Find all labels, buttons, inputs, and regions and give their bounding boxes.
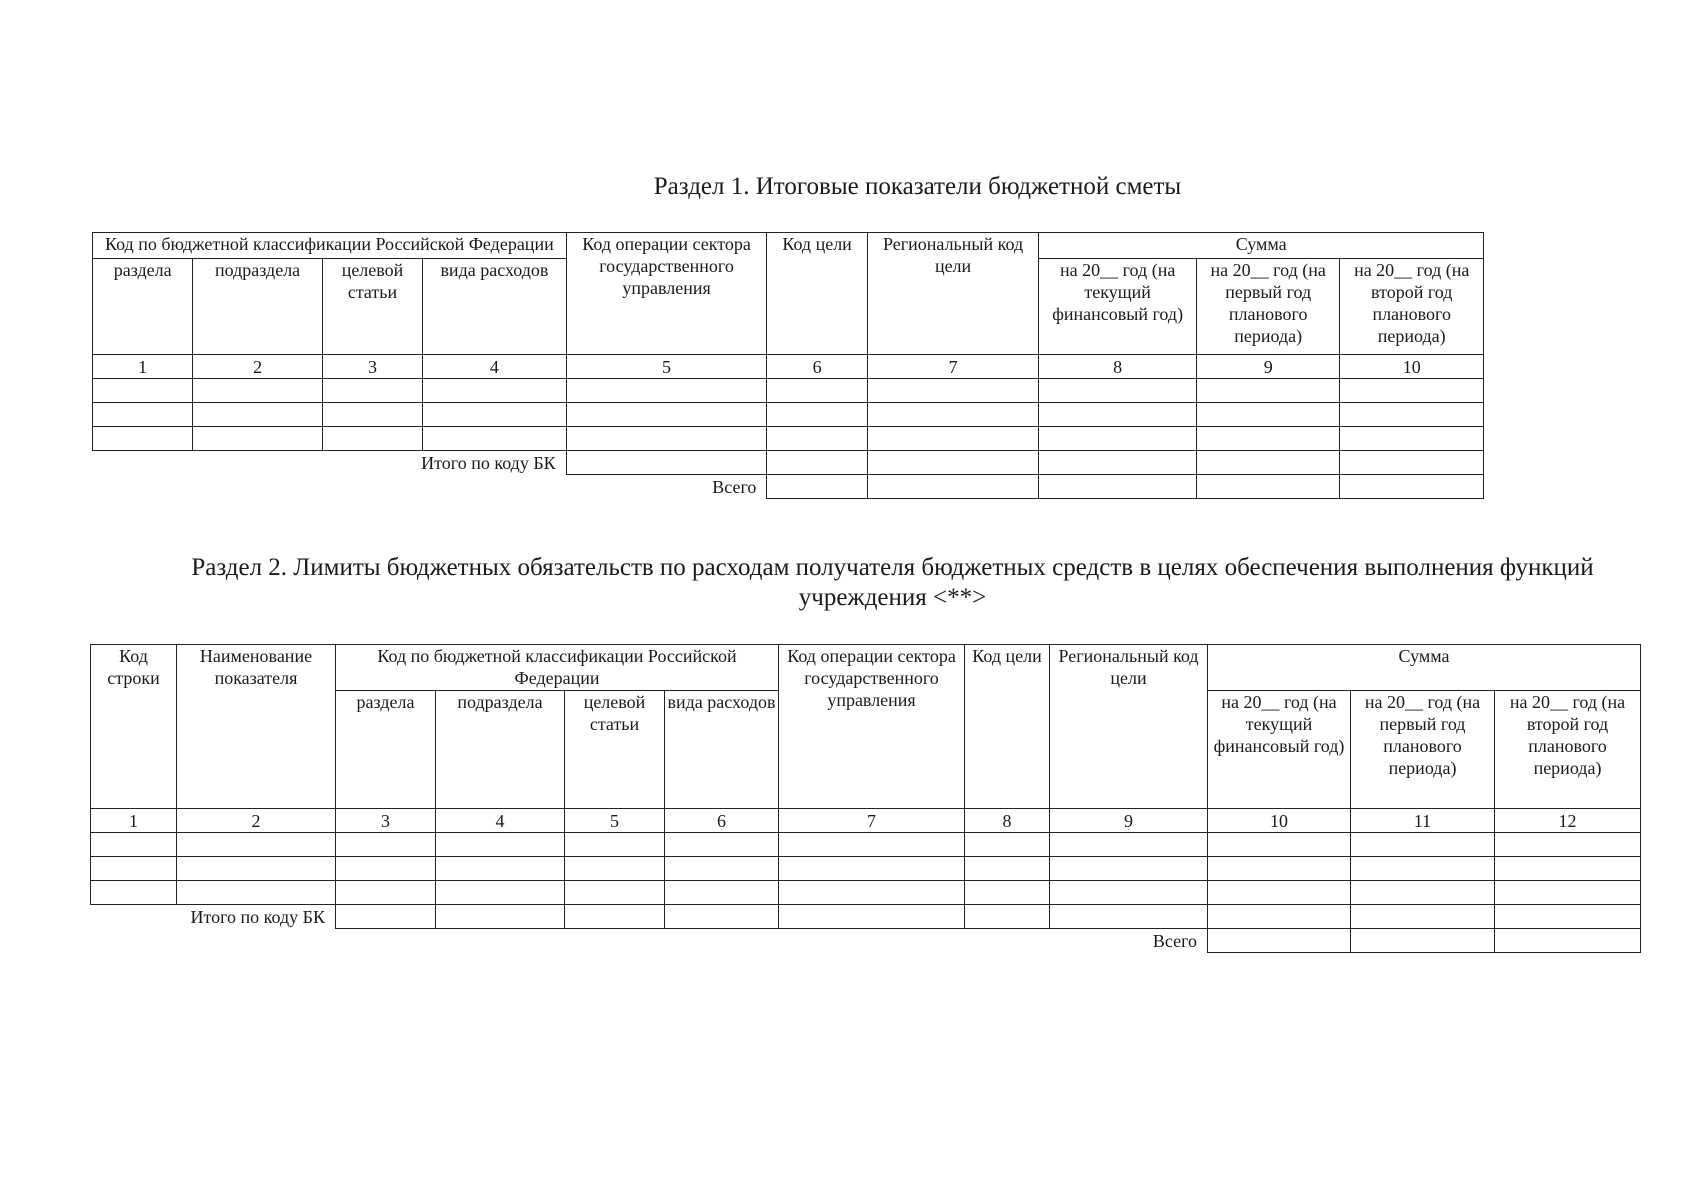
header-year3: на 20__ год (на второй год планового периода) [1340, 259, 1484, 355]
empty-cell[interactable] [193, 427, 322, 451]
col-number: 6 [767, 355, 867, 379]
vsego-label: Всего [1152, 930, 1198, 951]
header-naim: Наименование показателя [177, 645, 336, 809]
empty-cell[interactable] [1351, 881, 1495, 905]
col-number: 12 [1495, 809, 1641, 833]
header-reg-kod: Региональный код цели [867, 233, 1039, 355]
header-year2: на 20__ год (на первый год планового периода) [1196, 259, 1340, 355]
header-vid: вида расходов [423, 259, 567, 355]
column-numbers-row [93, 355, 1484, 379]
empty-cell[interactable] [1208, 929, 1351, 953]
table-row [93, 379, 1484, 403]
itogo-label: Итого по коду БК [190, 906, 325, 927]
empty-cell[interactable] [779, 857, 965, 881]
section1-title: Раздел 1. Итоговые показатели бюджетной сметы [653, 173, 1182, 200]
col-number: 7 [867, 355, 1039, 379]
empty-cell[interactable] [1208, 881, 1351, 905]
col-number: 5 [566, 355, 767, 379]
header-kod-stroki: Код строки [91, 645, 177, 809]
header-kosgu: Код операции сектора государственного управления [566, 233, 767, 355]
empty-cell[interactable] [965, 833, 1050, 857]
empty-cell[interactable] [436, 881, 565, 905]
empty-cell[interactable] [193, 379, 322, 403]
col-number: 9 [1196, 355, 1340, 379]
empty-cell[interactable] [565, 857, 665, 881]
empty-cell[interactable] [91, 857, 177, 881]
empty-cell[interactable] [91, 881, 177, 905]
empty-cell[interactable] [1495, 905, 1641, 929]
table-row [91, 881, 1641, 905]
col-number: 1 [91, 809, 177, 833]
header-summa: Сумма [1208, 645, 1641, 691]
empty-cell[interactable] [1351, 833, 1495, 857]
empty-cell[interactable] [867, 475, 1039, 499]
col-number: 4 [423, 355, 567, 379]
empty-cell[interactable] [1495, 929, 1641, 953]
empty-cell[interactable] [867, 379, 1039, 403]
header-celevoy: целевой статьи [322, 259, 422, 355]
col-number: 10 [1340, 355, 1484, 379]
col-number: 2 [193, 355, 322, 379]
empty-cell[interactable] [1340, 379, 1484, 403]
col-number: 2 [177, 809, 336, 833]
header-bk-group: Код по бюджетной классификации Российской Федерации [336, 645, 779, 691]
empty-cell[interactable] [1039, 451, 1197, 475]
empty-cell[interactable] [767, 427, 867, 451]
header-vid: вида расходов [665, 691, 779, 809]
empty-cell[interactable] [1050, 857, 1208, 881]
table-row [93, 403, 1484, 427]
header-year1: на 20__ год (на текущий финансовый год) [1208, 691, 1351, 809]
header-razdel: раздела [93, 259, 193, 355]
empty-cell[interactable] [1351, 857, 1495, 881]
empty-cell[interactable] [566, 451, 767, 475]
empty-cell[interactable] [665, 833, 779, 857]
empty-cell[interactable] [565, 881, 665, 905]
header-celevoy: целевой статьи [565, 691, 665, 809]
empty-cell[interactable] [1340, 427, 1484, 451]
empty-cell[interactable] [665, 881, 779, 905]
empty-cell[interactable] [322, 427, 422, 451]
empty-cell[interactable] [1351, 929, 1495, 953]
empty-cell[interactable] [566, 427, 767, 451]
table-row [91, 857, 1641, 881]
empty-cell[interactable] [1039, 403, 1197, 427]
header-year2: на 20__ год (на первый год планового периода) [1351, 691, 1495, 809]
empty-cell[interactable] [767, 379, 867, 403]
header-reg-kod: Региональный код цели [1050, 645, 1208, 809]
empty-cell[interactable] [1050, 905, 1208, 929]
header-year3: на 20__ год (на второй год планового периода) [1495, 691, 1641, 809]
empty-cell[interactable] [1196, 403, 1340, 427]
empty-cell[interactable] [193, 403, 322, 427]
col-number: 3 [336, 809, 436, 833]
empty-cell[interactable] [965, 881, 1050, 905]
empty-cell[interactable] [1050, 881, 1208, 905]
empty-cell[interactable] [93, 379, 193, 403]
empty-cell[interactable] [336, 833, 436, 857]
section1-table [92, 232, 1484, 499]
empty-cell[interactable] [1495, 881, 1641, 905]
empty-cell[interactable] [336, 881, 436, 905]
empty-cell[interactable] [322, 379, 422, 403]
empty-cell[interactable] [423, 427, 567, 451]
empty-cell[interactable] [1495, 857, 1641, 881]
col-number: 11 [1351, 809, 1495, 833]
empty-cell[interactable] [436, 905, 565, 929]
table-row [93, 427, 1484, 451]
itogo-row [93, 451, 1484, 475]
empty-cell[interactable] [1340, 475, 1484, 499]
empty-cell[interactable] [1039, 475, 1197, 499]
col-number: 3 [322, 355, 422, 379]
column-numbers-row [91, 809, 1641, 833]
empty-cell[interactable] [867, 403, 1039, 427]
empty-cell[interactable] [779, 905, 965, 929]
empty-cell[interactable] [767, 475, 867, 499]
col-number: 9 [1050, 809, 1208, 833]
empty-cell[interactable] [177, 857, 336, 881]
empty-cell[interactable] [665, 905, 779, 929]
empty-cell[interactable] [93, 427, 193, 451]
empty-cell[interactable] [867, 451, 1039, 475]
header-razdel: раздела [336, 691, 436, 809]
empty-cell[interactable] [767, 403, 867, 427]
vsego-row [91, 929, 1641, 953]
header-bk-group: Код по бюджетной классификации Российской Федерации [93, 233, 567, 259]
empty-cell[interactable] [566, 403, 767, 427]
empty-cell[interactable] [1208, 857, 1351, 881]
empty-cell[interactable] [1039, 427, 1197, 451]
empty-cell[interactable] [767, 451, 867, 475]
header-podrazdel: подраздела [193, 259, 322, 355]
empty-cell[interactable] [1050, 833, 1208, 857]
empty-cell[interactable] [1208, 905, 1351, 929]
empty-cell[interactable] [1039, 379, 1197, 403]
vsego-label: Всего [712, 476, 757, 497]
empty-cell[interactable] [91, 833, 177, 857]
empty-cell[interactable] [1196, 379, 1340, 403]
header-summa: Сумма [1039, 233, 1484, 259]
empty-cell[interactable] [1495, 833, 1641, 857]
empty-cell[interactable] [1351, 905, 1495, 929]
header-year1: на 20__ год (на текущий финансовый год) [1039, 259, 1197, 355]
vsego-row [93, 475, 1484, 499]
itogo-label: Итого по коду БК [421, 452, 556, 473]
empty-cell[interactable] [867, 427, 1039, 451]
empty-cell[interactable] [565, 905, 665, 929]
section2-table [90, 644, 1641, 953]
empty-cell[interactable] [436, 857, 565, 881]
col-number: 5 [565, 809, 665, 833]
col-number: 10 [1208, 809, 1351, 833]
empty-cell[interactable] [336, 857, 436, 881]
col-number: 6 [665, 809, 779, 833]
empty-cell[interactable] [779, 881, 965, 905]
itogo-row [91, 905, 1641, 929]
empty-cell[interactable] [566, 379, 767, 403]
col-number: 7 [779, 809, 965, 833]
header-kosgu: Код операции сектора государственного управления [779, 645, 965, 809]
empty-cell[interactable] [423, 379, 567, 403]
empty-cell[interactable] [1208, 833, 1351, 857]
empty-cell[interactable] [1340, 451, 1484, 475]
empty-cell[interactable] [965, 905, 1050, 929]
header-kod-celi: Код цели [965, 645, 1050, 809]
empty-cell[interactable] [177, 833, 336, 857]
empty-cell[interactable] [436, 833, 565, 857]
col-number: 4 [436, 809, 565, 833]
empty-cell[interactable] [423, 403, 567, 427]
empty-cell[interactable] [336, 905, 436, 929]
section2-title: Раздел 2. Лимиты бюджетных обязательств по расходам получателя бюджетных средств в целях обеспечения выполнения функций учреждения <**> [191, 554, 1594, 611]
empty-cell[interactable] [1196, 451, 1340, 475]
empty-cell[interactable] [93, 403, 193, 427]
empty-cell[interactable] [779, 833, 965, 857]
col-number: 8 [1039, 355, 1197, 379]
empty-cell[interactable] [322, 403, 422, 427]
empty-cell[interactable] [665, 857, 779, 881]
empty-cell[interactable] [1340, 403, 1484, 427]
table-row [91, 833, 1641, 857]
header-podrazdel: подраздела [436, 691, 565, 809]
empty-cell[interactable] [1196, 475, 1340, 499]
empty-cell[interactable] [965, 857, 1050, 881]
empty-cell[interactable] [177, 881, 336, 905]
col-number: 1 [93, 355, 193, 379]
empty-cell[interactable] [565, 833, 665, 857]
empty-cell[interactable] [1196, 427, 1340, 451]
col-number: 8 [965, 809, 1050, 833]
header-kod-celi: Код цели [767, 233, 867, 355]
